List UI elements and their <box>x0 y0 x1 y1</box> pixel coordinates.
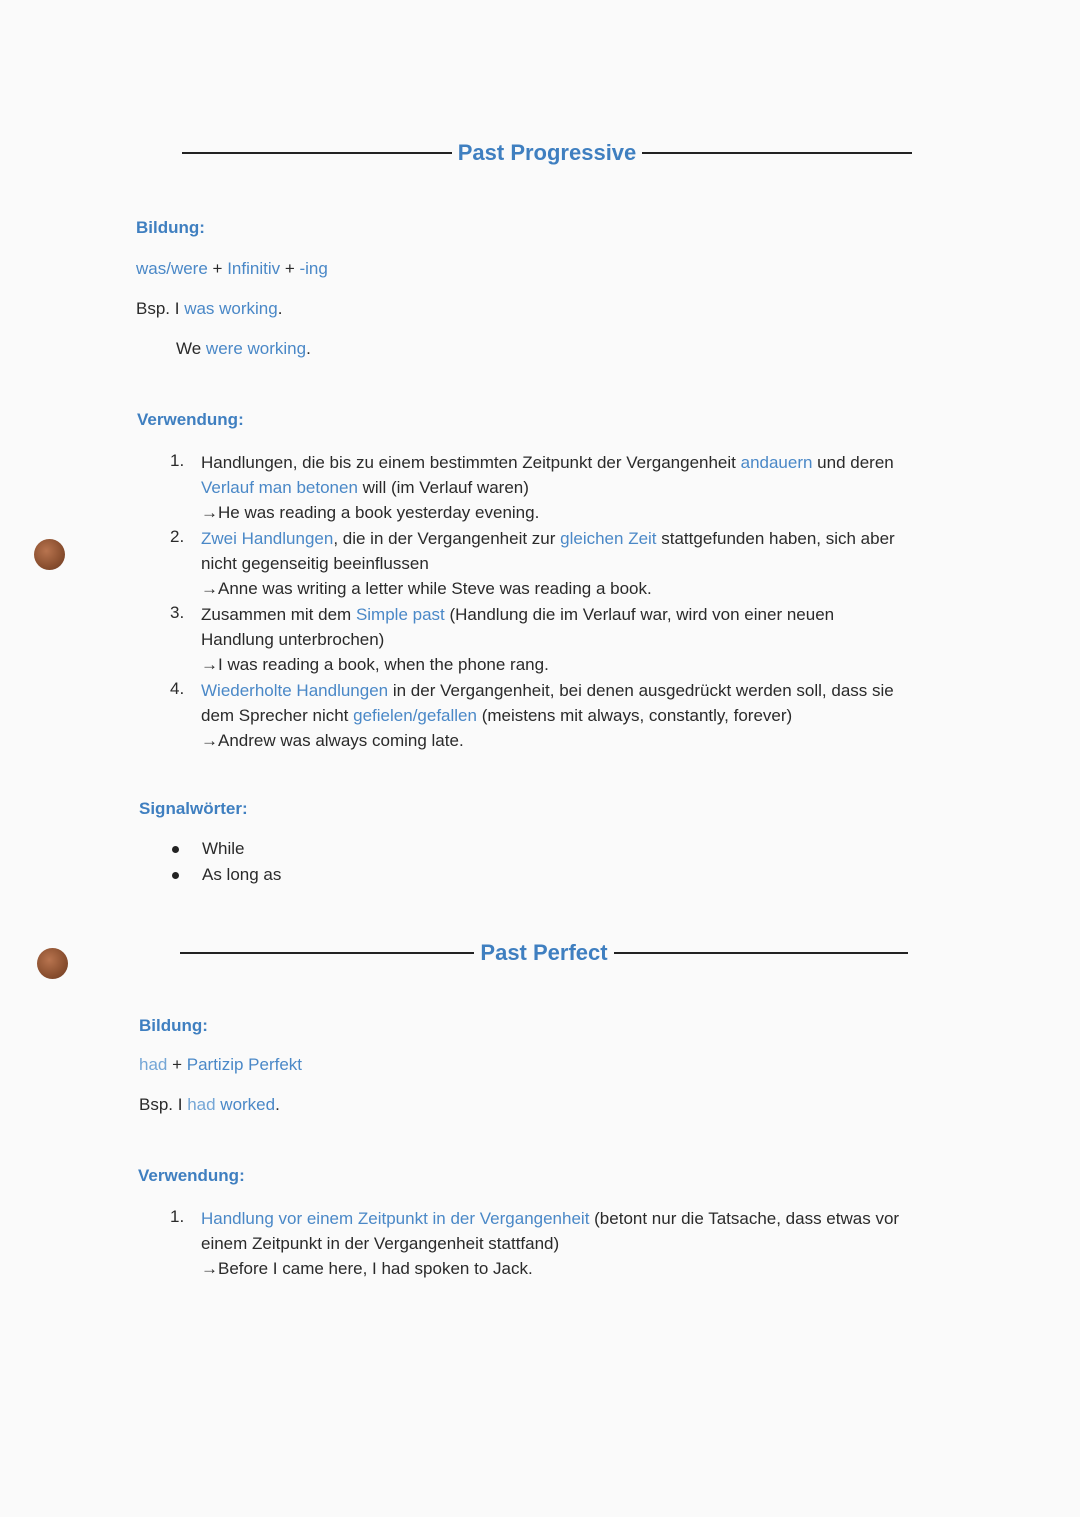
bildung-label: Bildung: <box>139 1016 208 1035</box>
punch-hole-top <box>34 539 65 570</box>
text-span: will (im Verlauf waren) <box>357 478 529 497</box>
highlight-span: andauern <box>740 453 813 472</box>
list-item-line: einem Zeitpunkt in der Vergangenheit stattfand) <box>201 1234 560 1253</box>
signal-word: While <box>202 839 245 858</box>
text-span: und deren <box>812 453 894 472</box>
highlight-span: gefielen/gefallen <box>353 706 477 725</box>
verwendung-label: Verwendung: <box>137 410 244 429</box>
text-span: Handlungen, die bis zu einem bestimmten Zeitpunkt der Vergangenheit <box>201 453 741 472</box>
punch-hole-bottom <box>37 948 68 979</box>
bullet-icon <box>172 846 179 853</box>
formula <box>139 1055 302 1075</box>
bullet-icon <box>172 872 179 879</box>
signal-word: As long as <box>202 865 282 884</box>
text-span: , die in der Vergangenheit zur <box>333 529 561 548</box>
text-span: . <box>277 299 283 318</box>
text-span: (betont nur die Tatsache, dass etwas vor <box>589 1209 900 1228</box>
list-item <box>201 450 941 525</box>
heading-rule-left <box>180 952 474 954</box>
list-item-example: →Anne was writing a letter while Steve was reading a book. <box>201 579 652 598</box>
example-line <box>136 299 282 319</box>
list-item-line <box>201 450 941 475</box>
heading-rule-right <box>642 152 912 154</box>
section-title: Past Progressive <box>457 140 637 165</box>
section-heading-past-perfect <box>180 940 908 966</box>
verwendung-label: Verwendung: <box>138 1166 245 1185</box>
list-item-example: →Andrew was always coming late. <box>201 731 464 750</box>
list-item-example: →He was reading a book yesterday evening. <box>201 503 540 522</box>
bildung-label: Bildung: <box>136 218 205 237</box>
text-span: Bsp. I <box>139 1095 188 1114</box>
text-span: We <box>176 339 206 358</box>
text-span: in der Vergangenheit, bei denen ausgedrückt werden soll, dass sie <box>388 681 894 700</box>
list-number: 2. <box>170 527 185 546</box>
highlight-span: Verlauf man betonen <box>201 478 358 497</box>
formula-part: + <box>167 1055 187 1074</box>
list-item <box>201 602 941 677</box>
list-item-example: →I was reading a book, when the phone rang. <box>201 655 549 674</box>
list-item-line: nicht gegenseitig beeinflussen <box>201 554 429 573</box>
text-span: dem Sprecher nicht <box>201 706 354 725</box>
heading-rule-right <box>614 952 908 954</box>
text-span: . <box>306 339 311 358</box>
formula <box>136 259 328 279</box>
formula-part: + <box>207 259 228 278</box>
list-item <box>201 526 941 601</box>
highlight-span: was working <box>184 299 278 318</box>
list-number: 1. <box>170 1207 185 1226</box>
formula-part: was/were <box>136 259 208 278</box>
heading-rule-left <box>182 152 452 154</box>
list-item <box>201 1206 961 1281</box>
formula-part: -ing <box>299 259 328 278</box>
text-span: Zusammen mit dem <box>201 605 356 624</box>
formula-part: Infinitiv <box>227 259 281 278</box>
list-item <box>201 678 941 753</box>
highlight-span: worked <box>215 1095 276 1114</box>
highlight-span: Wiederholte Handlungen <box>201 681 389 700</box>
section-title: Past Perfect <box>480 940 608 965</box>
highlight-span: were working <box>205 339 307 358</box>
text-span: . <box>275 1095 280 1114</box>
formula-part: + <box>280 259 300 278</box>
list-item-line <box>201 1206 961 1231</box>
formula-part: had <box>139 1055 168 1074</box>
list-number: 4. <box>170 679 185 698</box>
highlight-span: Simple past <box>355 605 445 624</box>
highlight-span: had <box>187 1095 216 1114</box>
list-item-line <box>201 526 941 551</box>
list-item-line <box>201 678 941 703</box>
list-number: 3. <box>170 603 185 622</box>
list-number: 1. <box>170 451 185 470</box>
formula-part: Partizip Perfekt <box>186 1055 303 1074</box>
list-item-line <box>201 703 941 728</box>
list-item-line <box>201 475 941 500</box>
example-line <box>176 339 311 359</box>
signalwoerter-label: Signalwörter: <box>139 799 248 818</box>
highlight-span: gleichen Zeit <box>560 529 657 548</box>
text-span: (meistens mit always, constantly, forever) <box>476 706 793 725</box>
text-span: stattgefunden haben, sich aber <box>656 529 895 548</box>
text-span: (Handlung die im Verlauf war, wird von einer neuen <box>444 605 835 624</box>
example-line <box>139 1095 280 1115</box>
section-heading-past-progressive <box>182 140 912 166</box>
text-span: Bsp. I <box>136 299 185 318</box>
highlight-span: Zwei Handlungen <box>201 529 334 548</box>
highlight-span: Handlung vor einem Zeitpunkt in der Vergangenheit <box>201 1209 590 1228</box>
list-item-line <box>201 602 941 627</box>
list-item-example: →Before I came here, I had spoken to Jack. <box>201 1259 533 1278</box>
list-item-line: Handlung unterbrochen) <box>201 630 385 649</box>
